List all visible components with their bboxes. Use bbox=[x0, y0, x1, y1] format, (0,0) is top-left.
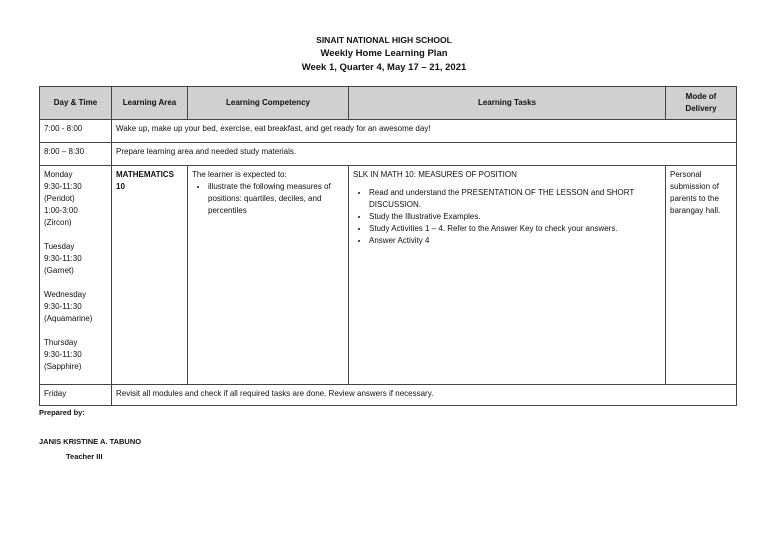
list-item: • Study the Illustrative Examples. bbox=[369, 211, 661, 223]
day-monday: Monday bbox=[44, 170, 73, 179]
tasks-cell bbox=[349, 166, 666, 385]
col-header-learning-competency: Learning Competency bbox=[188, 87, 349, 120]
delivery-cell: Personal submission of parents to the barangay hall. bbox=[666, 166, 737, 385]
row-time: 7:00 - 8:00 bbox=[40, 120, 112, 143]
tasks-list bbox=[353, 187, 661, 247]
row-time: Friday bbox=[40, 385, 112, 406]
row-activity: Prepare learning area and needed study materials. bbox=[112, 143, 737, 166]
schedule-cell bbox=[40, 166, 112, 385]
group-name: (Sapphire) bbox=[44, 362, 82, 371]
group-name: (Aquamarine) bbox=[44, 314, 93, 323]
row-activity: Wake up, make up your bed, exercise, eat breakfast, and get ready for an awesome day! bbox=[112, 120, 737, 143]
table-header-row bbox=[40, 87, 737, 120]
col-header-learning-area: Learning Area bbox=[112, 87, 188, 120]
learning-area-cell: MATHEMATICS 10 bbox=[112, 166, 188, 385]
day-wednesday: Wednesday bbox=[44, 290, 87, 299]
group-name: (Peridot) bbox=[44, 194, 75, 203]
time-slot: 9:30-11:30 bbox=[44, 254, 82, 263]
table-row bbox=[40, 385, 737, 406]
group-name: (Garnet) bbox=[44, 266, 74, 275]
time-slot: 9:30-11:30 bbox=[44, 182, 82, 191]
time-slot: 9:30-11:30 bbox=[44, 350, 82, 359]
day-thursday: Thursday bbox=[44, 338, 78, 347]
col-header-learning-tasks: Learning Tasks bbox=[349, 87, 666, 120]
document-subtitle: Week 1, Quarter 4, May 17 – 21, 2021 bbox=[301, 62, 467, 73]
row-time: 8:00 – 8:30 bbox=[40, 143, 112, 166]
table-row-main bbox=[40, 166, 737, 385]
competency-list bbox=[192, 181, 344, 217]
competency-cell bbox=[188, 166, 349, 385]
list-item: • Study Activities 1 – 4. Refer to the Answer Key to check your answers. bbox=[369, 223, 661, 235]
col-header-day-time: Day & Time bbox=[40, 87, 112, 120]
school-name: SINAIT NATIONAL HIGH SCHOOL bbox=[316, 35, 452, 45]
list-item: • illustrate the following measures of positions: quartiles, deciles, and percentiles bbox=[208, 181, 344, 217]
time-slot: 9:30-11:30 bbox=[44, 302, 82, 311]
group-name: (Zircon) bbox=[44, 218, 72, 227]
preparer-position: Teacher III bbox=[66, 452, 103, 461]
day-tuesday: Tuesday bbox=[44, 242, 75, 251]
prepared-by-label: Prepared by: bbox=[39, 408, 85, 417]
list-item: • Read and understand the PRESENTATION OF THE LESSON and SHORT DISCUSSION. bbox=[369, 187, 661, 211]
time-slot: 1:00-3:00 bbox=[44, 206, 78, 215]
competency-intro: The learner is expected to: bbox=[192, 170, 287, 179]
row-activity: Revisit all modules and check if all required tasks are done. Review answers if necessary. bbox=[112, 385, 737, 406]
learning-plan-table bbox=[39, 86, 737, 406]
list-item: • Answer Activity 4 bbox=[369, 235, 661, 247]
col-header-mode-of-delivery: Mode of Delivery bbox=[666, 87, 737, 120]
table-row bbox=[40, 120, 737, 143]
tasks-title: SLK IN MATH 10: MEASURES OF POSITION bbox=[353, 170, 517, 179]
document-title: Weekly Home Learning Plan bbox=[320, 48, 448, 59]
preparer-name: JANIS KRISTINE A. TABUNO bbox=[39, 437, 142, 446]
table-row bbox=[40, 143, 737, 166]
